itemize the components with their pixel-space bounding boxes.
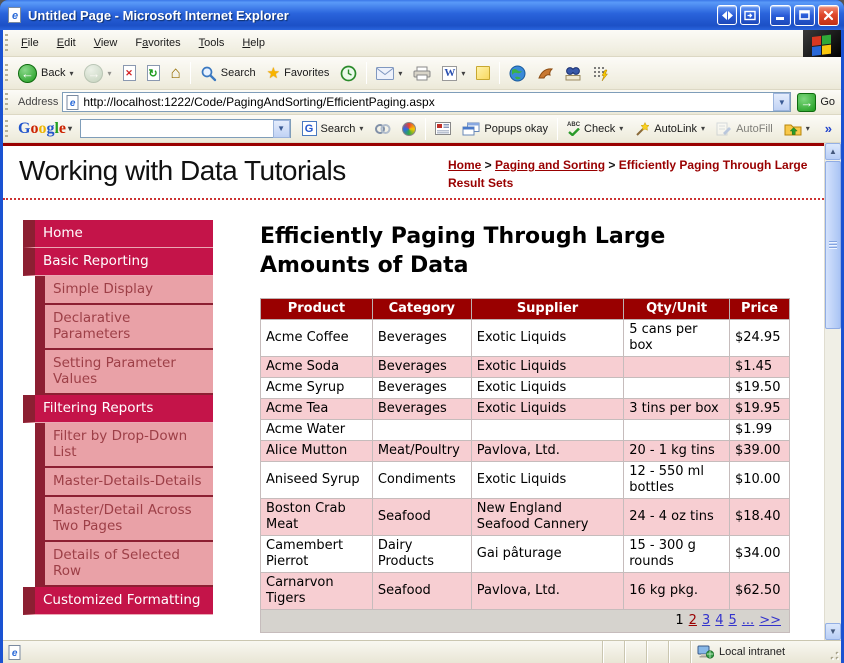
table-cell: 16 kg pkg. (624, 573, 730, 610)
table-cell: Exotic Liquids (471, 378, 623, 399)
status-pane (602, 641, 624, 663)
table-cell: Alice Mutton (261, 441, 373, 462)
table-cell: $39.00 (729, 441, 789, 462)
google-logo-letter: l (54, 119, 59, 137)
status-bar (3, 640, 841, 663)
address-label: Address (18, 96, 59, 108)
table-cell: Exotic Liquids (471, 462, 623, 499)
address-dropdown-button[interactable]: ▼ (773, 93, 790, 111)
back-circle-icon: ← (18, 64, 37, 83)
table-cell: Acme Tea (261, 399, 373, 420)
folder-up-icon (784, 122, 802, 136)
page-icon (66, 95, 80, 110)
menu-item-file[interactable]: File (21, 37, 39, 49)
menu-item-help[interactable]: Help (242, 37, 265, 49)
dropdown-arrow-icon: ▾ (701, 124, 706, 133)
table-cell: Beverages (372, 399, 471, 420)
table-cell: Exotic Liquids (471, 399, 623, 420)
autolink-button[interactable] (629, 119, 710, 139)
google-search-input[interactable] (81, 121, 273, 136)
column-header: Supplier (471, 299, 623, 320)
minimize-icon (776, 11, 786, 20)
column-header: Category (372, 299, 471, 320)
google-search-button[interactable] (297, 118, 369, 139)
page-body (3, 200, 824, 633)
sidebar-item[interactable]: Customized Formatting (23, 587, 213, 615)
table-cell (372, 420, 471, 441)
maximize-icon (799, 10, 810, 20)
table-cell: Acme Water (261, 420, 373, 441)
site-title: Working with Data Tutorials (19, 155, 346, 186)
close-icon (823, 10, 834, 21)
menu-item-view[interactable]: View (93, 37, 118, 49)
column-header: Product (261, 299, 373, 320)
status-message-pane (3, 641, 602, 663)
table-cell: 5 cans per box (624, 320, 730, 357)
menu-item-favorites[interactable]: Favorites (135, 37, 181, 49)
windows-flag-icon (810, 32, 834, 56)
table-cell: $19.50 (729, 378, 789, 399)
table-cell: 15 - 300 g rounds (624, 536, 730, 573)
svg-text:e: e (11, 10, 19, 22)
table-cell: 12 - 550 ml bottles (624, 462, 730, 499)
table-cell: Dairy Products (372, 536, 471, 573)
google-logo-letter: g (46, 119, 55, 137)
spellcheck-button[interactable] (562, 119, 628, 139)
history-clock-icon (340, 65, 357, 82)
dropdown-arrow-icon: ▾ (461, 68, 466, 78)
pop-out-button[interactable] (740, 5, 760, 25)
table-row (261, 536, 790, 573)
minimize-button[interactable] (770, 5, 791, 26)
scrollbar-thumb[interactable] (825, 161, 841, 329)
pager-row (261, 610, 790, 633)
news-button[interactable] (430, 119, 456, 138)
search-button[interactable] (195, 62, 261, 85)
table-cell: $1.45 (729, 357, 789, 378)
more-buttons-label: » (824, 121, 832, 136)
netmeeting-button[interactable] (588, 63, 613, 84)
close-button[interactable] (818, 5, 839, 26)
spellcheck-button-label: Check (584, 122, 616, 135)
home-icon: ⌂ (170, 63, 181, 82)
encarta-button[interactable] (560, 63, 587, 84)
dropdown-arrow-icon: ▾ (66, 124, 73, 133)
favorites-button-label: Favorites (284, 67, 330, 79)
table-row (261, 357, 790, 378)
breadcrumb-link[interactable]: Paging and Sorting (495, 158, 606, 172)
binoculars-icon (565, 66, 582, 81)
scrollbar-track[interactable] (825, 329, 841, 623)
table-cell: Gai pâturage (471, 536, 623, 573)
news-icon (435, 122, 451, 135)
table-cell: $18.40 (729, 499, 789, 536)
table-cell: Acme Coffee (261, 320, 373, 357)
more-buttons[interactable] (816, 118, 841, 139)
left-right-arrows-icon (722, 11, 733, 20)
scroll-down-button[interactable]: ▼ (825, 623, 841, 640)
print-button[interactable] (408, 63, 436, 84)
table-row (261, 399, 790, 420)
pop-out-icon (744, 10, 756, 21)
table-cell: 24 - 4 oz tins (624, 499, 730, 536)
word-icon: W (444, 67, 456, 79)
table-row (261, 462, 790, 499)
printer-icon (413, 66, 431, 81)
sidebar-item[interactable]: Declarative Parameters (35, 305, 213, 350)
scroll-up-button[interactable]: ▲ (825, 143, 841, 160)
google-search-button-label: Search (320, 122, 356, 135)
dropdown-arrow-icon: ▾ (359, 124, 364, 133)
sidebar-item[interactable]: Simple Display (35, 276, 213, 305)
table-row (261, 420, 790, 441)
table-cell: Meat/Poultry (372, 441, 471, 462)
pager-current-page: 1 (675, 613, 684, 628)
sidebar-item[interactable]: Filtering Reports (23, 395, 213, 423)
refresh-button[interactable] (142, 62, 165, 84)
status-pane (624, 641, 646, 663)
toolbar-separator (499, 62, 500, 84)
go-arrow-icon: → (797, 93, 816, 112)
breadcrumb-separator: > (481, 158, 496, 172)
security-zone-pane (690, 641, 826, 663)
refresh-doc-icon: ↻ (147, 65, 160, 81)
google-search-dropdown-button[interactable]: ▼ (273, 120, 290, 138)
sidebar-item[interactable]: Home (23, 220, 213, 248)
dropdown-arrow-icon: ▾ (69, 68, 74, 78)
breadcrumb-separator: > (605, 158, 619, 172)
address-input-box (62, 92, 791, 112)
messenger-button[interactable] (504, 62, 531, 85)
forward-circle-icon: → (84, 64, 103, 83)
table-cell: Beverages (372, 357, 471, 378)
vertical-scrollbar[interactable] (824, 143, 841, 640)
toolbar-separator (366, 62, 367, 84)
notes-button[interactable] (471, 63, 495, 83)
forward-button (79, 61, 116, 86)
table-cell (624, 420, 730, 441)
table-cell: New England Seafood Cannery (471, 499, 623, 536)
table-cell: Seafood (372, 499, 471, 536)
standard-toolbar (3, 57, 841, 90)
table-row (261, 573, 790, 610)
column-header: Price (729, 299, 789, 320)
pager (261, 610, 790, 633)
table-cell: Pavlova, Ltd. (471, 441, 623, 462)
table-header-row (261, 299, 790, 320)
google-logo[interactable] (14, 120, 74, 138)
pager-page-link[interactable]: 4 (715, 613, 724, 628)
research-button[interactable] (532, 63, 559, 84)
table-cell: Acme Syrup (261, 378, 373, 399)
browser-viewport (3, 143, 841, 640)
svg-text:e: e (11, 647, 18, 659)
resize-grip-icon (826, 641, 841, 663)
g-box-icon: G (302, 121, 317, 136)
svg-text:e: e (70, 97, 76, 109)
popups-icon (462, 122, 480, 136)
address-input[interactable] (83, 94, 770, 110)
pager-page-link[interactable]: >> (759, 613, 781, 628)
table-cell: $24.95 (729, 320, 789, 357)
local-intranet-icon (697, 645, 714, 659)
history-button[interactable] (335, 62, 362, 85)
table-row (261, 441, 790, 462)
pager-page-link[interactable]: 3 (701, 613, 711, 628)
table-cell: $34.00 (729, 536, 789, 573)
breadcrumb-link[interactable]: Home (448, 158, 482, 172)
wand-icon (634, 122, 650, 136)
page-title: Efficiently Paging Through Large Amounts of Data (260, 224, 666, 278)
address-grip-handle[interactable] (5, 93, 8, 111)
search-site-button[interactable] (369, 119, 396, 139)
pager-page-link[interactable]: 2 (688, 613, 697, 628)
table-cell: Seafood (372, 573, 471, 610)
mail-button[interactable] (371, 64, 407, 83)
dropdown-arrow-icon: ▾ (619, 124, 624, 133)
autofill-button (711, 119, 778, 139)
web-page (3, 143, 824, 640)
favorites-button[interactable] (262, 63, 335, 84)
table-cell: Exotic Liquids (471, 357, 623, 378)
table-row (261, 499, 790, 536)
table-cell (471, 420, 623, 441)
sidebar-item[interactable]: Master/Detail Across Two Pages (35, 497, 213, 542)
table-cell: Carnarvon Tigers (261, 573, 373, 610)
ie-page-icon (7, 7, 23, 23)
home-button[interactable] (166, 63, 186, 83)
autofill-icon (716, 122, 732, 136)
table-row (261, 320, 790, 357)
table-cell: Boston Crab Meat (261, 499, 373, 536)
rings-icon (374, 122, 391, 136)
address-bar (3, 90, 841, 115)
sidebar-item[interactable]: Basic Reporting (23, 248, 213, 276)
pagerank-button[interactable] (397, 119, 421, 139)
menu-bar (3, 30, 841, 57)
document-icon (8, 645, 22, 660)
nav-arrows-button[interactable] (717, 5, 737, 25)
go-button[interactable] (795, 93, 841, 112)
table-cell: 20 - 1 kg tins (624, 441, 730, 462)
table-cell: Condiments (372, 462, 471, 499)
swirl-icon (402, 122, 416, 136)
back-button-label: Back (41, 67, 66, 79)
toolbar-separator (425, 118, 426, 140)
table-cell: $10.00 (729, 462, 789, 499)
table-cell (624, 378, 730, 399)
toolbar-separator (190, 62, 191, 84)
google-search-box (80, 119, 291, 138)
popup-blocker-button[interactable] (457, 119, 553, 139)
google-grip-handle[interactable] (5, 120, 8, 138)
sidebar-item[interactable]: Setting Parameter Values (35, 350, 213, 395)
table-cell: $1.99 (729, 420, 789, 441)
table-cell: $19.95 (729, 399, 789, 420)
table-cell: Acme Soda (261, 357, 373, 378)
security-zone-label: Local intranet (719, 646, 786, 658)
toolbar-separator (557, 118, 558, 140)
autofill-button-label: AutoFill (736, 122, 773, 135)
site-header (3, 146, 824, 200)
bird-icon (537, 66, 554, 81)
table-cell (624, 357, 730, 378)
pager-page-link[interactable]: 5 (728, 613, 737, 628)
column-header: Qty/Unit (624, 299, 730, 320)
note-icon (476, 66, 490, 80)
table-cell: Beverages (372, 320, 471, 357)
status-pane (646, 641, 668, 663)
table-cell: Exotic Liquids (471, 320, 623, 357)
status-pane (668, 641, 690, 663)
main-content (260, 220, 800, 633)
magnifier-icon (200, 65, 217, 82)
title-bar[interactable] (0, 0, 844, 30)
resize-grip[interactable] (826, 641, 841, 663)
back-button[interactable] (13, 61, 78, 86)
star-icon: ★ (266, 64, 281, 82)
edit-with-word-button[interactable] (437, 63, 470, 84)
table-cell: Camembert Pierrot (261, 536, 373, 573)
menu-item-edit[interactable]: Edit (56, 37, 76, 49)
google-logo-letter: o (38, 119, 47, 137)
sidebar-item[interactable]: Filter by Drop-Down List (35, 423, 213, 468)
bookmarks-button[interactable] (779, 119, 815, 139)
google-toolbar (3, 115, 841, 143)
table-cell: $62.50 (729, 573, 789, 610)
table-cell: Aniseed Syrup (261, 462, 373, 499)
window-title: Untitled Page - Microsoft Internet Explorer (28, 7, 289, 23)
popup-blocker-button-label: Popups okay (484, 122, 549, 135)
dropdown-arrow-icon: ▾ (107, 68, 112, 78)
table-row (261, 378, 790, 399)
stop-doc-icon: ✕ (123, 65, 136, 81)
google-logo-letter: o (30, 119, 39, 137)
menu-grip-handle[interactable] (5, 34, 8, 52)
dropdown-arrow-icon: ▾ (805, 124, 810, 133)
abc-check-icon: ABC (567, 122, 580, 136)
breadcrumb-current: Efficiently Paging Through Large Result Sets (448, 158, 808, 190)
maximize-button[interactable] (794, 5, 815, 26)
toolbar-grip-handle[interactable] (5, 64, 8, 82)
sidebar-item[interactable]: Master-Details-Details (35, 468, 213, 497)
search-button-label: Search (220, 67, 256, 79)
globe-icon (509, 65, 526, 82)
table-cell: 3 tins per box (624, 399, 730, 420)
autolink-button-label: AutoLink (654, 122, 698, 135)
breadcrumb (448, 152, 808, 192)
google-logo-letter: e (58, 119, 67, 137)
grid-bolt-icon (593, 66, 608, 81)
google-logo-letter: G (18, 119, 31, 137)
table-cell: Beverages (372, 378, 471, 399)
pager-page-link[interactable]: ... (741, 613, 755, 628)
dropdown-arrow-icon: ▾ (398, 68, 403, 78)
ie-throbber (803, 30, 841, 57)
products-gridview (260, 298, 790, 633)
sidebar-menu (23, 220, 213, 633)
envelope-icon (376, 67, 394, 80)
go-label: Go (820, 96, 835, 108)
menu-item-tools[interactable]: Tools (198, 37, 225, 49)
table-cell: Pavlova, Ltd. (471, 573, 623, 610)
sidebar-item[interactable]: Details of Selected Row (35, 542, 213, 587)
stop-button[interactable] (118, 62, 141, 84)
